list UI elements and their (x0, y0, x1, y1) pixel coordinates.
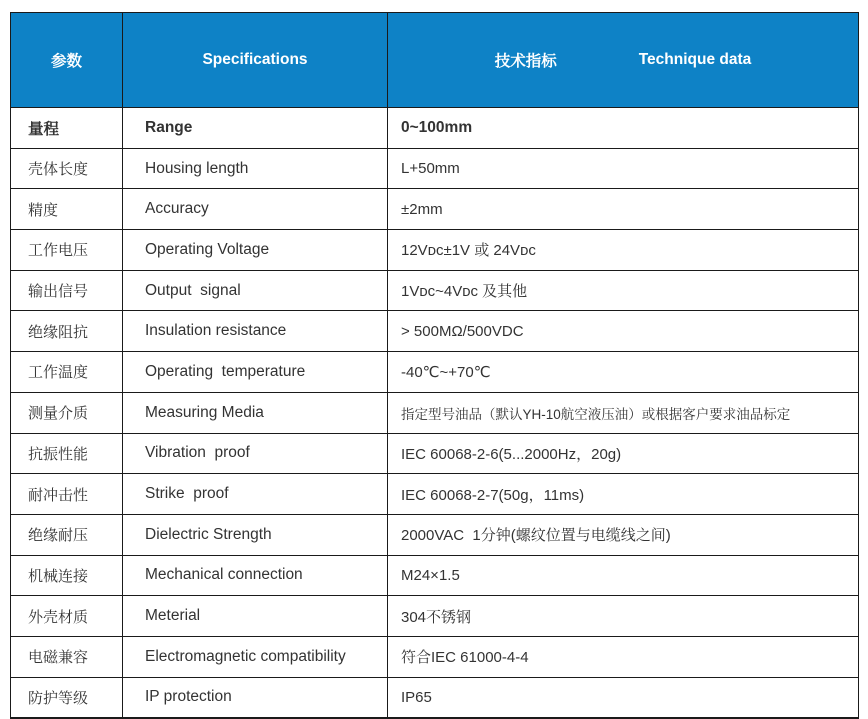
value-cell: ±2mm (388, 189, 859, 230)
table-row (11, 392, 859, 433)
header-specifications (123, 13, 388, 108)
param-cell: 工作电压 (11, 230, 123, 271)
spec-cell: Operating temperature (123, 352, 388, 393)
table-row (11, 433, 859, 474)
header-tech-en-label: Technique data (638, 51, 752, 68)
spec-cell: Mechanical connection (123, 555, 388, 596)
table-row (11, 555, 859, 596)
value-cell: > 500MΩ/500VDC (388, 311, 859, 352)
value-cell: -40℃~+70℃ (388, 352, 859, 393)
param-cell: 绝缘阻抗 (11, 311, 123, 352)
value-cell: 1Vᴅᴄ~4Vᴅᴄ 及其他 (388, 270, 859, 311)
param-cell: 输出信号 (11, 270, 123, 311)
param-cell: 工作温度 (11, 352, 123, 393)
param-cell: 绝缘耐压 (11, 514, 123, 555)
value-cell: 指定型号油品（默认YH-10航空液压油）或根据客户要求油品标定 (388, 392, 859, 433)
param-cell: 防护等级 (11, 677, 123, 718)
spec-cell: Electromagnetic compatibility (123, 636, 388, 677)
table-header (11, 13, 859, 108)
table-row (11, 189, 859, 230)
table-row (11, 311, 859, 352)
table-row (11, 636, 859, 677)
table-row (11, 270, 859, 311)
value-cell: L+50mm (388, 148, 859, 189)
table-row (11, 677, 859, 718)
param-cell: 外壳材质 (11, 596, 123, 637)
header-specifications-label: Specifications (202, 51, 308, 68)
spec-cell: Range (123, 108, 388, 149)
param-cell: 机械连接 (11, 555, 123, 596)
spec-cell: IP protection (123, 677, 388, 718)
table-row (11, 514, 859, 555)
spec-cell: Housing length (123, 148, 388, 189)
value-cell: 304不锈钢 (388, 596, 859, 637)
table-row (11, 148, 859, 189)
table-body (11, 108, 859, 718)
table-row (11, 596, 859, 637)
header-tech-cn-label: 技术指标 (494, 53, 557, 70)
spec-cell: Measuring Media (123, 392, 388, 433)
param-cell: 抗振性能 (11, 433, 123, 474)
param-cell: 电磁兼容 (11, 636, 123, 677)
param-cell: 精度 (11, 189, 123, 230)
technique-header-group (388, 49, 858, 71)
header-param (11, 13, 123, 108)
value-cell: 12Vᴅᴄ±1V 或 24Vᴅᴄ (388, 230, 859, 271)
value-cell: 2000VAC 1分钟(螺纹位置与电缆线之间) (388, 514, 859, 555)
value-cell: 0~100mm (388, 108, 859, 149)
header-param-label: 参数 (50, 53, 82, 70)
spec-cell: Meterial (123, 596, 388, 637)
table-row (11, 474, 859, 515)
specifications-table (10, 12, 859, 719)
table-row (11, 352, 859, 393)
value-cell: 符合IEC 61000-4-4 (388, 636, 859, 677)
param-cell: 量程 (11, 108, 123, 149)
spec-cell: Insulation resistance (123, 311, 388, 352)
value-cell: IEC 60068-2-7(50g，11ms) (388, 474, 859, 515)
spec-cell: Output signal (123, 270, 388, 311)
table-row (11, 230, 859, 271)
param-cell: 耐冲击性 (11, 474, 123, 515)
spec-cell: Vibration proof (123, 433, 388, 474)
spec-cell: Operating Voltage (123, 230, 388, 271)
spec-cell: Accuracy (123, 189, 388, 230)
spec-table-container (10, 12, 859, 719)
param-cell: 壳体长度 (11, 148, 123, 189)
header-technique-data (388, 13, 859, 108)
value-cell: IP65 (388, 677, 859, 718)
spec-cell: Strike proof (123, 474, 388, 515)
table-row (11, 108, 859, 149)
value-cell: M24×1.5 (388, 555, 859, 596)
param-cell: 测量介质 (11, 392, 123, 433)
value-cell: IEC 60068-2-6(5...2000Hz，20g) (388, 433, 859, 474)
header-row (11, 13, 859, 108)
spec-cell: Dielectric Strength (123, 514, 388, 555)
